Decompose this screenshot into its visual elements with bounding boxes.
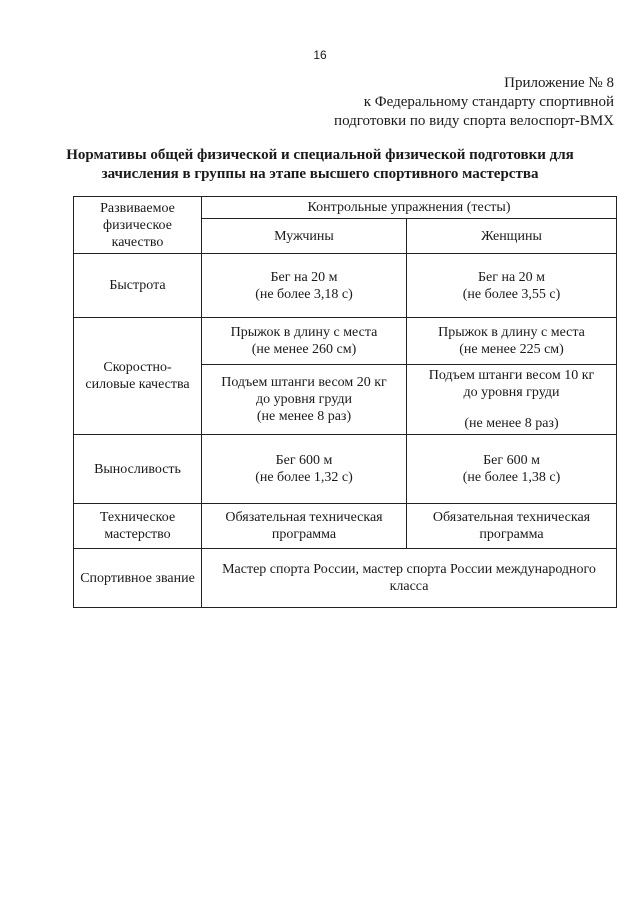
cell-line: (не менее 260 см) [251, 342, 357, 357]
table-row [74, 318, 617, 365]
appendix-heading [334, 74, 614, 131]
rank-cell [202, 549, 617, 608]
appendix-line: Приложение № 8 [504, 75, 614, 91]
title-line: Нормативы общей физической и специальной физической подготовки для [66, 147, 574, 163]
men-cell [202, 365, 407, 435]
document-title [40, 146, 600, 184]
cell-line: мастерство [104, 527, 171, 542]
page-number: 16 [313, 48, 327, 62]
table-row [74, 435, 617, 504]
cell-line: класса [389, 579, 429, 594]
women-cell [407, 504, 617, 549]
quality-cell: Спортивное звание [74, 549, 202, 608]
men-cell [202, 318, 407, 365]
quality-cell [74, 318, 202, 435]
cell-line: (не более 3,55 с) [462, 286, 561, 302]
title-line: зачисления в группы на этапе высшего спортивного мастерства [101, 166, 539, 182]
cell-line: (не более 3,18 с) [255, 286, 353, 302]
cell-line: Техническое [99, 510, 176, 525]
table-header-row [74, 197, 617, 219]
cell-line: Бег на 20 м [477, 269, 546, 285]
quality-cell: Выносливость [74, 435, 202, 504]
cell-line: программа [271, 527, 337, 542]
cell-line: программа [479, 527, 544, 542]
men-cell [202, 504, 407, 549]
women-cell [407, 254, 617, 318]
cell-line: Обязательная техническая [225, 510, 383, 525]
quality-cell [74, 504, 202, 549]
header-women: Женщины [407, 219, 617, 254]
men-cell [202, 254, 407, 318]
cell-block [411, 367, 612, 432]
quality-cell: Быстрота [74, 254, 202, 318]
table-row [74, 504, 617, 549]
cell-line: Бег 600 м [275, 453, 333, 468]
cell-line: (не менее 225 см) [459, 342, 564, 357]
norms-table [73, 196, 617, 608]
cell-line: Прыжок в длину с места [438, 325, 585, 340]
appendix-line: подготовки по виду спорта велоспорт-ВМХ [334, 113, 614, 129]
cell-line: (не менее 8 раз) [464, 416, 559, 431]
cell-line: (не более 1,32 с) [255, 470, 353, 485]
cell-line: Обязательная техническая [432, 510, 591, 525]
cell-line: Бег 600 м [483, 453, 540, 468]
cell-line: (не более 1,38 с) [462, 470, 561, 485]
cell-line: Прыжок в длину с места [230, 325, 378, 340]
women-cell [407, 435, 617, 504]
header-men: Мужчины [202, 219, 407, 254]
cell-line: Подъем штанги весом 20 кг [221, 375, 387, 390]
appendix-line: к Федеральному стандарту спортивной [363, 94, 614, 110]
header-quality: Развиваемое физическое качество [74, 197, 202, 254]
cell-line: до уровня груди [256, 392, 352, 407]
women-cell [407, 365, 617, 435]
men-cell [202, 435, 407, 504]
cell-line: Скоростно- [103, 360, 172, 375]
cell-line: Мастер спорта России, мастер спорта России международного [222, 562, 596, 577]
table-row [74, 254, 617, 318]
table-row [74, 549, 617, 608]
cell-line: Бег на 20 м [270, 269, 338, 285]
cell-line: до уровня груди [463, 385, 560, 400]
cell-line: Подъем штанги весом 10 кг [428, 368, 595, 383]
header-tests: Контрольные упражнения (тесты) [202, 197, 617, 219]
cell-line: (не менее 8 раз) [256, 409, 352, 424]
women-cell [407, 318, 617, 365]
cell-line: силовые качества [85, 377, 190, 392]
